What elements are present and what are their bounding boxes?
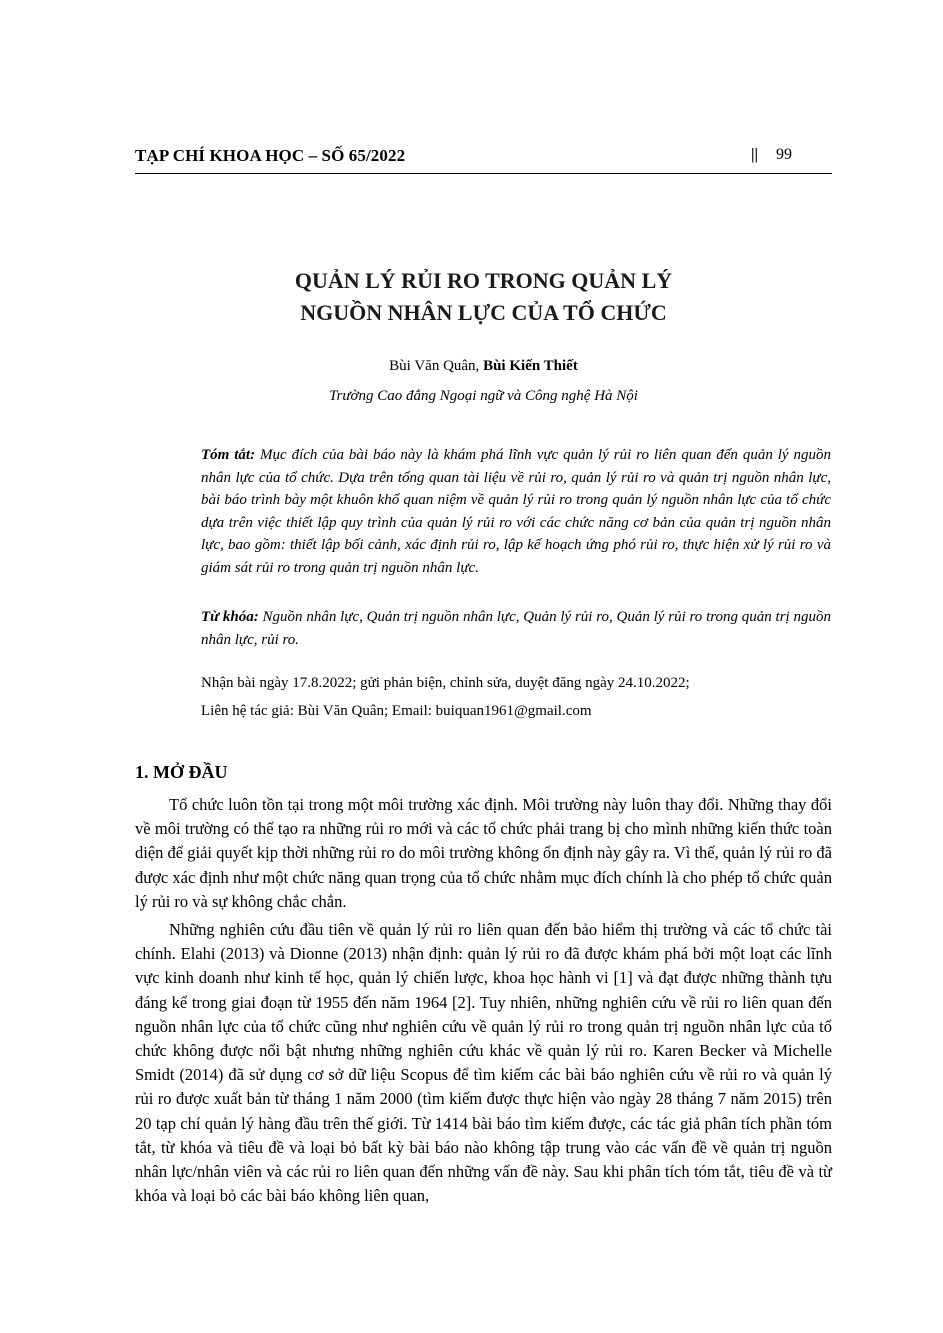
abstract bbox=[201, 444, 831, 580]
abstract-label: Tóm tắt: bbox=[201, 447, 256, 463]
keywords bbox=[201, 606, 831, 651]
author-contact: Liên hệ tác giả: Bùi Văn Quân; Email: buiquan1961@gmail.com bbox=[201, 703, 592, 719]
paragraph-text: Tổ chức luôn tồn tại trong một môi trường xác định. Môi trường này luôn thay đổi. Những thay đổi về môi trường có thể tạo ra những rủi ro mới và các tổ chức phải trang bị cho mình những kiến thức toàn diện để giải quyết kịp thời những rủi ro do môi trường không ổn định này gây ra. Vì thế, quản lý rủi ro đã được xác định như một chức năng quan trọng của tổ chức nhằm mục đích chính là cho phép tổ chức quản lý rủi ro và sự không chắc chắn. bbox=[135, 795, 832, 911]
title-line-1: QUẢN LÝ RỦI RO TRONG QUẢN LÝ bbox=[294, 268, 673, 293]
page-number-block bbox=[751, 146, 792, 164]
body-paragraph-1 bbox=[135, 793, 832, 914]
running-header bbox=[135, 141, 832, 174]
section-heading: 1. MỞ ĐẦU bbox=[135, 762, 228, 782]
page-number: 99 bbox=[776, 146, 793, 163]
title-line-2: NGUỒN NHÂN LỰC CỦA TỔ CHỨC bbox=[300, 300, 667, 325]
received-dates: Nhận bài ngày 17.8.2022; gửi phản biện, chỉnh sửa, duyệt đăng ngày 24.10.2022; bbox=[201, 675, 690, 691]
header-separator: || bbox=[751, 146, 759, 163]
keywords-text: Nguồn nhân lực, Quản trị nguồn nhân lực, Quản lý rủi ro, Quản lý rủi ro trong quản trị nguồn nhân lực, rủi ro. bbox=[201, 609, 832, 648]
body-paragraph-2 bbox=[135, 918, 832, 1208]
author-2: Bùi Kiến Thiết bbox=[483, 358, 578, 374]
author-1: Bùi Văn Quân, bbox=[389, 358, 480, 374]
keywords-label: Từ khóa: bbox=[201, 609, 259, 625]
abstract-text: Mục đích của bài báo này là khám phá lĩnh vực quản lý rủi ro liên quan đến quản lý nguồn nhân lực của tổ chức. Dựa trên tổng quan tài liệu về rủi ro, quản lý rủi ro và quản trị nguồn nhân lực, bài báo trình bày một khuôn khổ quan niệm về quản lý rủi ro trong quản lý nguồn nhân lực của tổ chức dựa trên việc thiết lập quy trình của quản lý rủi ro với các chức năng cơ bản của quản trị nguồn nhân lực, bao gồm: thiết lập bối cảnh, xác định rủi ro, lập kế hoạch ứng phó rủi ro, thực hiện xử lý rủi ro và giám sát rủi ro trong quản trị nguồn nhân lực. bbox=[201, 447, 831, 576]
journal-name: TẠP CHÍ KHOA HỌC – SỐ 65/2022 bbox=[135, 146, 406, 165]
article-title bbox=[135, 265, 832, 329]
author-affiliation: Trường Cao đẳng Ngoại ngữ và Công nghệ Hà Nội bbox=[329, 388, 638, 404]
author-list bbox=[135, 358, 832, 375]
paragraph-text: Những nghiên cứu đầu tiên về quản lý rủi ro liên quan đến bảo hiểm thị trường và các tổ chức tài chính. Elahi (2013) và Dionne (2013) nhận định: quản lý rủi ro đã được khám phá bởi một loạt các lĩnh vực kinh doanh như kinh tế học, quản lý chiến lược, khoa học hành vi [1] và đạt được những thành tựu đáng kể trong giai đoạn từ 1955 đến năm 1964 [2]. Tuy nhiên, những nghiên cứu về rủi ro liên quan đến nguồn nhân lực của tổ chức cũng như nghiên cứu về quản lý rủi ro trong quản trị nguồn nhân lực của tổ chức không được nổi bật nhưng những nghiên cứu khác về quản lý rủi ro. Karen Becker và Michelle Smidt (2014) đã sử dụng cơ sở dữ liệu Scopus để tìm kiếm các bài báo nghiên cứu về rủi ro và quản lý rủi ro được xuất bản từ tháng 1 năm 2000 (tìm kiếm được thực hiện vào ngày 28 tháng 7 năm 2015) trên 20 tạp chí quản lý hàng đầu trên thế giới. Từ 1414 bài báo tìm kiếm được, các tác giả phân tích phần tóm tắt, từ khóa và tiêu đề và loại bỏ bất kỳ bài báo nào không tập trung vào các vấn đề về quản trị nguồn nhân lực/nhân viên và các rủi ro liên quan đến những vấn đề này. Sau khi phân tích tóm tắt, tiêu đề và từ khóa và loại bỏ các bài báo không liên quan, bbox=[135, 920, 832, 1206]
